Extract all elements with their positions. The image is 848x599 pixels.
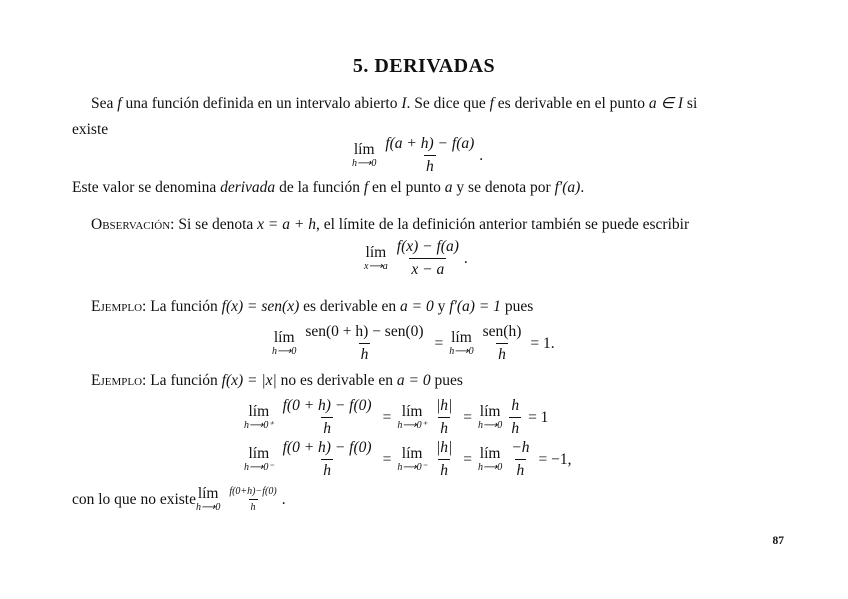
left-limit-equation: lím h⟶0⁻ $\frac{f(0 + h) - f(0)}{h}$ = lím h⟶0⁻ $\frac{|h|}{h}$ = lím h⟶0 $\frac{-h}{h}$ = −1,: [244, 439, 572, 479]
difference-quotient: $\frac{f(a + h) - f(a)}{h}$: [385, 135, 475, 175]
difference-quotient: $\frac{f(x) - f(a)}{x - a}$: [396, 238, 459, 278]
definition-line-1: Sea f una función definida en un intervalo abierto I. Se dice que f es derivable en el punto a ∈ I si: [91, 95, 698, 112]
sine-derivative-equation: lím h⟶0 $\frac{\text{sen(0 + h) − sen(0)}}{h}$ = lím h⟶0 $\frac{\text{sen(h)}}{h}$ = 1.: [272, 323, 555, 363]
example-2-line: Ejemplo: La función f(x) = |x| no es derivable en a = 0 pues: [91, 372, 463, 389]
example-label: Ejemplo:: [91, 298, 147, 315]
observation-line: Observación: Si se denota x = a + h, el límite de la definición anterior también se puede escribir: [91, 216, 690, 233]
alternative-limit-equation: lím x⟶a $\frac{f(x) - f(a)}{x - a}$ .: [364, 238, 468, 278]
derivative-limit-equation: lím h⟶0 $\frac{f(a + h) - f(a)}{h}$ .: [352, 135, 484, 175]
definition-line-2: existe: [72, 121, 109, 138]
derivative-definition-line: Este valor se denomina derivada de la función f en el punto a y se denota por f′(a).: [72, 179, 585, 196]
limit-operator: lím h⟶0: [352, 141, 377, 169]
term-derivada: derivada: [220, 179, 276, 196]
limit-operator: lím x⟶a: [364, 244, 388, 272]
example-1-line: Ejemplo: La función f(x) = sen(x) es derivable en a = 0 y f′(a) = 1 pues: [91, 298, 534, 315]
section-title: 5. DERIVADAS: [352, 55, 496, 77]
limit-operator: lím h⟶0: [272, 329, 297, 357]
example-label: Ejemplo:: [91, 372, 147, 389]
observation-label: Observación:: [91, 216, 175, 233]
right-limit-equation: lím h⟶0⁺ $\frac{f(0 + h) - f(0)}{h}$ = lím h⟶0⁺ $\frac{|h|}{h}$ = lím h⟶0 $\frac{h}{h}$ = 1: [244, 397, 549, 437]
conclusion-line: con lo que no existe lím h⟶0 $\frac{f(0+h)-f(0)}{h}$ .: [72, 485, 286, 513]
page-number: 87: [772, 535, 784, 547]
